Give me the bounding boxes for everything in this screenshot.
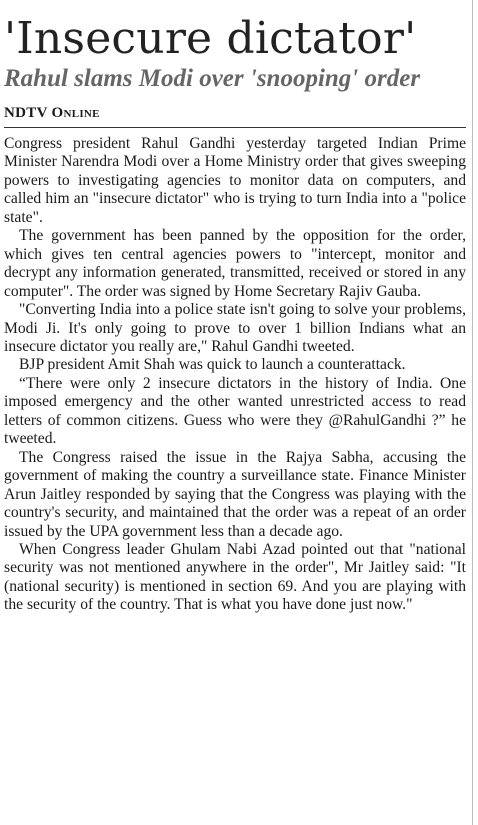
paragraph-3: "Converting India into a police state isn't going to solve your problems, Modi Ji. It's only going to prove to over 1 billion Indians what an insecure dictator you really are," Rahul Gandhi tweeted. bbox=[4, 301, 466, 355]
paragraph-7: When Congress leader Ghulam Nabi Azad pointed out that "national security was not mentioned anywhere in the order", Mr Jaitley said: "It (national security) is mentioned in section 69. And you are playing with the security of the country. That is what you have done just now." bbox=[4, 540, 466, 614]
byline: NDTV Online bbox=[4, 104, 466, 128]
paragraph-4: BJP president Amit Shah was quick to launch a counterattack. bbox=[19, 356, 406, 374]
subheadline: Rahul slams Modi over 'snooping' order bbox=[4, 65, 421, 92]
headline: 'Insecure dictator' bbox=[4, 13, 417, 64]
paragraph-1: Congress president Rahul Gandhi yesterday targeted Indian Prime Minister Narendra Modi over a Home Ministry order that gives sweeping powers to investigating agencies to monitor data on computers, and called him an "insecure dictator" who is trying to turn India into a "police state". bbox=[4, 135, 466, 226]
paragraph-2: The government has been panned by the opposition for the order, which gives ten central agencies powers to "intercept, monitor and decrypt any information generated, transmitted, received or stored in any computer". The order was signed by Home Secretary Rajiv Gauba. bbox=[4, 227, 466, 300]
news-article bbox=[4, 0, 466, 825]
column-divider bbox=[472, 0, 473, 825]
paragraph-6: The Congress raised the issue in the Rajya Sabha, accusing the government of making the country a surveillance state. Finance Minister Arun Jaitley responded by saying that the Congress was playing with the country's security, and maintained that the order was a repeat of an order issued by the UPA government less than a decade ago. bbox=[4, 448, 466, 540]
paragraph-5: “There were only 2 insecure dictators in the history of India. One imposed emergency and the other wanted unrestricted access to read letters of common citizens. Guess who were they @RahulGandhi ?” he tweeted. bbox=[4, 374, 466, 448]
article-body bbox=[4, 135, 466, 615]
